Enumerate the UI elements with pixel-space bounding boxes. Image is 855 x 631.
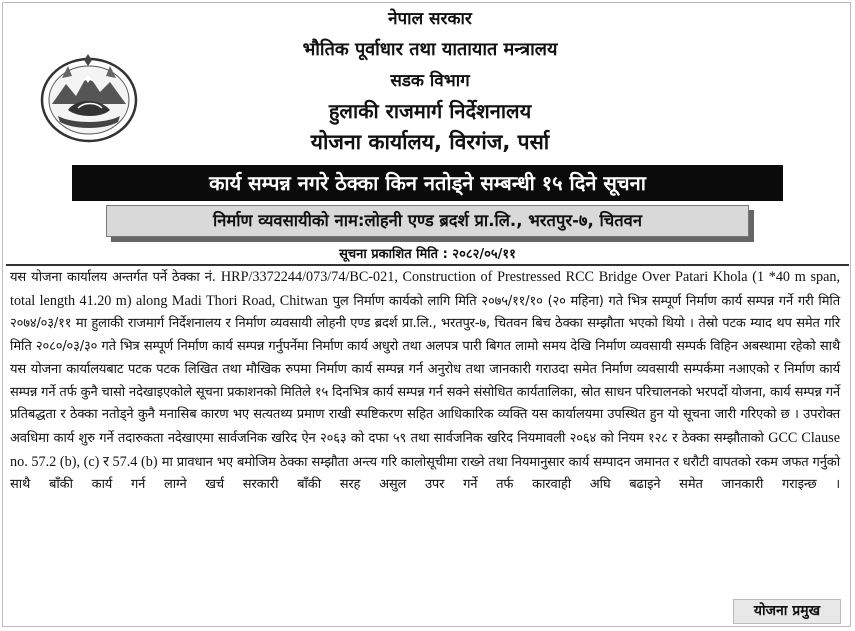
header-department: सडक विभाग — [390, 71, 470, 91]
header-nepal-government: नेपाल सरकार — [388, 9, 472, 29]
header-directorate: हुलाकी राजमार्ग निर्देशनालय — [328, 99, 532, 123]
header-office: योजना कार्यालय, विरगंज, पर्सा — [310, 130, 550, 154]
contract-number: HRP/3372244/073/74/BC-021, Construction of Prestressed RCC Bridge Over Patari Khola (1 *40 m span, total length 41.20 m) along Madi Thori Road, Chitwan — [10, 269, 841, 309]
contractor-name-banner: निर्माण व्यवसायीको नाम:लोहनी एण्ड ब्रदर्श प्रा.लि., भरतपुर-७, चितवन — [106, 205, 749, 237]
gcc-clause: GCC Clause no. 57.2 (b), (c) र 57.4 (b) — [10, 429, 841, 470]
header-ministry: भौतिक पूर्वाधार तथा यातायात मन्त्रालय — [302, 39, 558, 60]
publication-date: सूचना प्रकाशित मिति : २०८२/०५/११ — [339, 247, 516, 262]
body-main: पुल निर्माण कार्यको लागि मिति २०७५/११/१० (२० महिना) गते भित्र सम्पूर्ण निर्माण कार्य सम्पन्न गर्ने गरी मिति २०७४/०३/११ मा हुलाकी राजमार्ग निर्देशनालय र निर्माण व्यवसायी लोहनी एण्ड ब्रदर्श प्रा.लि., भरतपुर-७, चितवन बिच ठेक्का सम्झौता भएको थियो । तेस्रो पटक म्याद थप समेत गरि मिति २०८०/०३/३० गते भित्र सम्पूर्ण निर्माण कार्य सम्पन्न गर्नुपर्नेमा निर्माण कार्य अधुरो तथा अलपत्र पारी बिगत लामो समय देखि निर्माण व्यवसायी सम्पर्क विहिन अबस्थामा रहेको साथै यस योजना कार्यालयबाट पटक पटक लिखित तथा मौखिक रुपमा निर्माण कार्य सम्पन्न गर्न अनुरोध तथा जानकारी गराउदा समेत निर्माण व्यवसायी सम्पर्कमा नआएको र निर्माण कार्य सम्पन्न गर्ने तर्फ कुनै चासो नदेखाइएकोले सूचना प्रकाशनको मितिले १५ दिनभित्र कार्य सम्पन्न गर्न सक्ने संसोधित कार्यतालिका, स्रोत साधन परिचालनको भरपर्दो योजना, कार्य सम्पन्न गर्ने प्रतिबद्धता र ठेक्का नतोड्ने कुनै मनासिब कारण भए सत्यतथ्य प्रमाण राखी स्पष्टिकरण सहित आधिकारिक व्यक्ति यस कार्यालयमा उपस्थित हुन यो सूचना जारी गरिएको छ । उपरोक्त अवधिमा कार्य शुरु गर्ने तदारुकता नदेखाएमा सार्वजनिक खरिद ऐन २०६३ को दफा ५९ तथा सार्वजनिक खरिद नियमावली २०६४ को नियम १२८ र ठेक्का सम्झौताको — [10, 293, 840, 446]
body-intro: यस योजना कार्यालय अन्तर्गत पर्ने ठेक्का नं. — [10, 270, 216, 285]
signature-office-chief: योजना प्रमुख — [733, 599, 841, 624]
notice-title-banner: कार्य सम्पन्न नगरे ठेक्का किन नतोड्ने सम्बन्धी १५ दिने सूचना — [72, 165, 783, 201]
body-closing: मा प्रावधान भए बमोजिम ठेक्का सम्झौता अन्त्य गरि कालोसूचीमा राख्ने तथा नियमानुसार कार्य सम्पादन जमानत र धरौटी वापतको रकम जफत गर्नुको साथै बाँकी कार्य गर्न लाग्ने खर्च सरकारी बाँकी सरह असुल उपर गर्ने तर्फ कारवाही अघि बढाइने समेत जानकारी गराइन्छ । — [10, 454, 840, 493]
government-of-nepal-emblem-icon — [38, 52, 140, 144]
notice-body — [10, 266, 840, 497]
